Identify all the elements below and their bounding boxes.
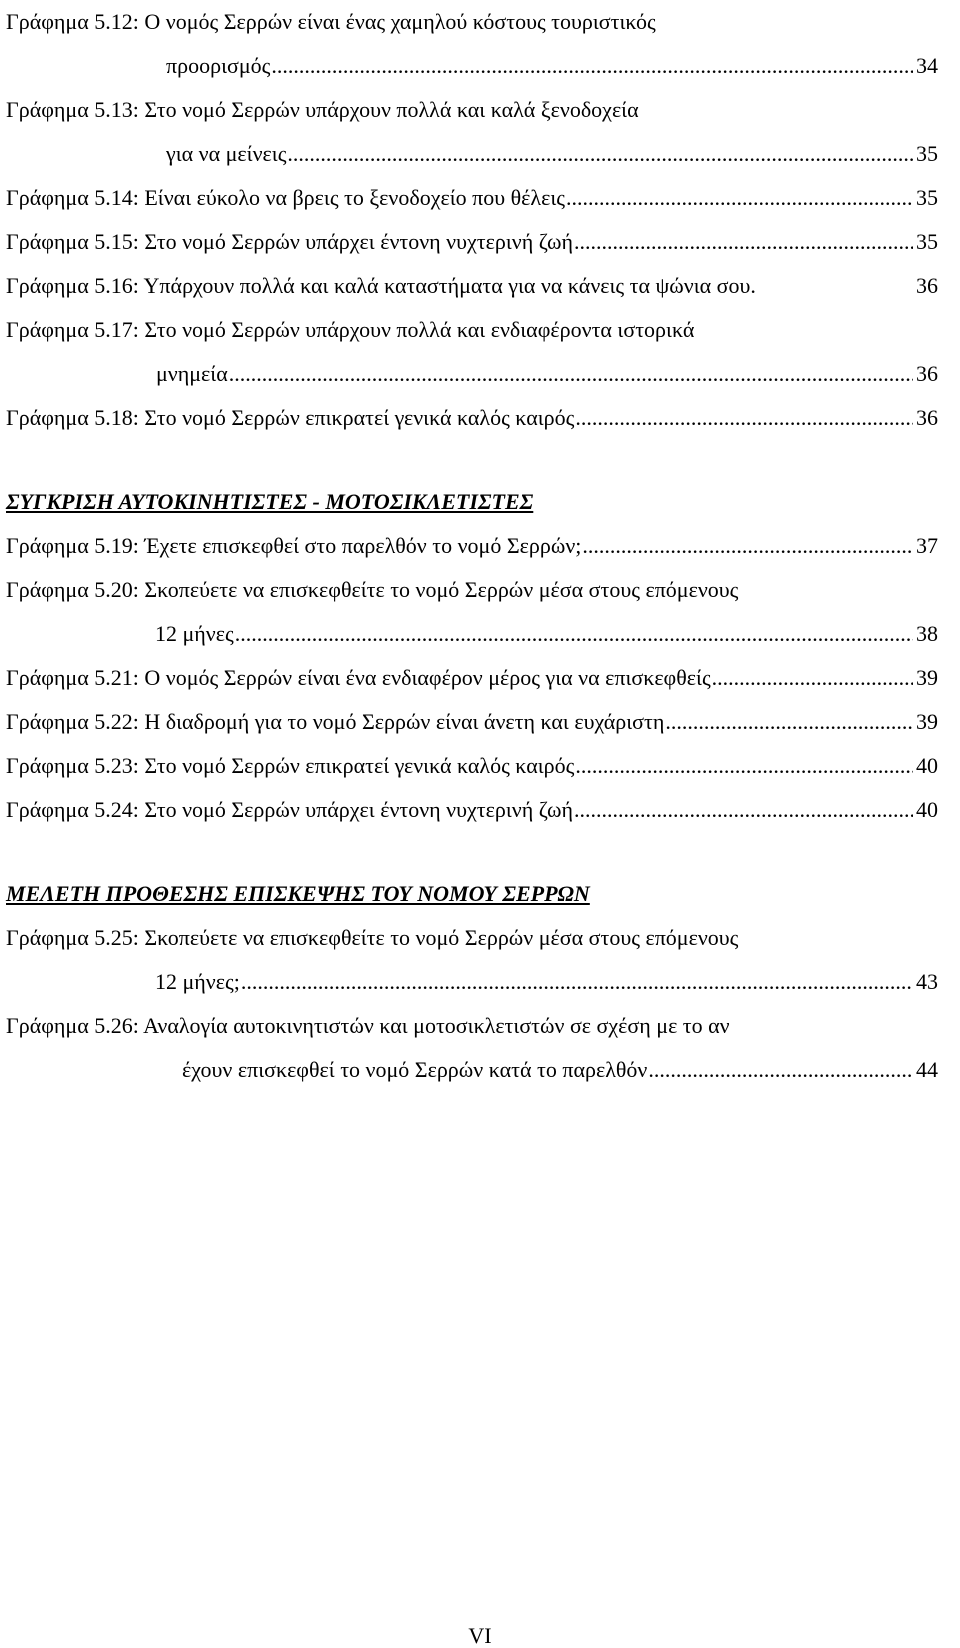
toc-entry-line bbox=[6, 264, 938, 308]
section-gap bbox=[6, 440, 938, 480]
toc-page-number: 35 bbox=[916, 185, 938, 210]
toc-entry-text: Γράφημα 5.25: Σκοπεύετε να επισκεφθείτε το νομό Σερρών μέσα στους επόμενους bbox=[6, 925, 739, 950]
table-of-figures bbox=[6, 0, 938, 1092]
toc-entry-text: Γράφημα 5.22: Η διαδρομή για το νομό Σερρών είναι άνετη και ευχάριστη bbox=[6, 709, 665, 734]
toc-page-number: 36 bbox=[916, 361, 938, 386]
toc-entry-text: Γράφημα 5.19: Έχετε επισκεφθεί στο παρελθόν το νομό Σερρών; bbox=[6, 533, 582, 558]
dot-leader bbox=[574, 788, 913, 832]
toc-entry-line bbox=[6, 568, 938, 612]
toc-page-number: 40 bbox=[916, 797, 938, 822]
toc-page-number: 36 bbox=[916, 405, 938, 430]
toc-entry-line bbox=[6, 1004, 938, 1048]
toc-entry-line bbox=[6, 0, 938, 44]
toc-page-number: 43 bbox=[916, 969, 938, 994]
toc-entry-line bbox=[6, 308, 938, 352]
dot-leader bbox=[712, 656, 913, 700]
dot-leader bbox=[665, 700, 913, 744]
toc-page-number: 44 bbox=[916, 1057, 938, 1082]
toc-entry-line bbox=[6, 88, 938, 132]
toc-entry[interactable] bbox=[6, 788, 938, 832]
toc-entry-text: Γράφημα 5.13: Στο νομό Σερρών υπάρχουν πολλά και καλά ξενοδοχεία bbox=[6, 97, 639, 122]
toc-entry-text: Γράφημα 5.14: Είναι εύκολο να βρεις το ξενοδοχείο που θέλεις bbox=[6, 185, 565, 210]
toc-entry-text: Γράφημα 5.23: Στο νομό Σερρών επικρατεί γενικά καλός καιρός bbox=[6, 753, 575, 778]
toc-page-number: 40 bbox=[916, 753, 938, 778]
dot-leader bbox=[566, 176, 913, 220]
toc-entry-text: Γράφημα 5.16: Υπάρχουν πολλά και καλά καταστήματα για να κάνεις τα ψώνια σου. bbox=[6, 273, 756, 298]
toc-entry-text: 12 μήνες bbox=[155, 621, 234, 646]
toc-page-number: 37 bbox=[916, 533, 938, 558]
toc-entry[interactable] bbox=[6, 744, 938, 788]
toc-entry[interactable] bbox=[6, 568, 938, 656]
toc-entry-text: Γράφημα 5.26: Αναλογία αυτοκινητιστών και μοτοσικλετιστών σε σχέση με το αν bbox=[6, 1013, 730, 1038]
toc-entry-text: Γράφημα 5.24: Στο νομό Σερρών υπάρχει έντονη νυχτερινή ζωή bbox=[6, 797, 574, 822]
page-number: VI bbox=[468, 1623, 492, 1648]
toc-page-number: 38 bbox=[916, 621, 938, 646]
toc-entry-line bbox=[6, 132, 938, 176]
figure-list-group-1 bbox=[6, 0, 938, 440]
toc-entry-text: 12 μήνες; bbox=[155, 969, 240, 994]
dot-leader bbox=[574, 220, 913, 264]
toc-entry-line bbox=[6, 1048, 938, 1092]
toc-entry-line bbox=[6, 396, 938, 440]
section-gap bbox=[6, 832, 938, 872]
toc-entry[interactable] bbox=[6, 220, 938, 264]
toc-entry-text: Γράφημα 5.12: Ο νομός Σερρών είναι ένας χαμηλού κόστους τουριστικός bbox=[6, 9, 656, 34]
section-heading-visit-intention: ΜΕΛΕΤΗ ΠΡΟΘΕΣΗΣ ΕΠΙΣΚΕΨΗΣ ΤΟΥ ΝΟΜΟΥ ΣΕΡΡΩΝ bbox=[6, 881, 590, 906]
toc-entry-text: Γράφημα 5.20: Σκοπεύετε να επισκεφθείτε το νομό Σερρών μέσα στους επόμενους bbox=[6, 577, 739, 602]
toc-page-number: 34 bbox=[916, 53, 938, 78]
toc-entry[interactable] bbox=[6, 0, 938, 88]
figure-list-group-3 bbox=[6, 916, 938, 1092]
toc-entry-text: μνημεία bbox=[156, 361, 228, 386]
dot-leader bbox=[241, 960, 913, 1004]
dot-leader bbox=[575, 396, 913, 440]
toc-entry-line bbox=[6, 960, 938, 1004]
toc-entry[interactable] bbox=[6, 264, 938, 308]
toc-entry-line bbox=[6, 612, 938, 656]
toc-entry[interactable] bbox=[6, 1004, 938, 1092]
toc-entry-text: για να μείνεις bbox=[166, 141, 287, 166]
dot-leader bbox=[648, 1048, 913, 1092]
toc-entry-line bbox=[6, 656, 938, 700]
toc-page-number: 39 bbox=[916, 709, 938, 734]
toc-page-number: 35 bbox=[916, 141, 938, 166]
toc-entry-text: έχουν επισκεφθεί το νομό Σερρών κατά το παρελθόν bbox=[182, 1057, 648, 1082]
toc-entry[interactable] bbox=[6, 176, 938, 220]
toc-entry-text: Γράφημα 5.15: Στο νομό Σερρών υπάρχει έντονη νυχτερινή ζωή bbox=[6, 229, 574, 254]
toc-entry-line bbox=[6, 744, 938, 788]
toc-entry-line bbox=[6, 44, 938, 88]
toc-entry-line bbox=[6, 700, 938, 744]
toc-entry-text: προορισμός bbox=[166, 53, 271, 78]
figure-list-group-2 bbox=[6, 524, 938, 832]
toc-entry[interactable] bbox=[6, 88, 938, 176]
toc-entry-line bbox=[6, 788, 938, 832]
toc-entry-line bbox=[6, 220, 938, 264]
dot-leader bbox=[287, 132, 913, 176]
toc-entry-line bbox=[6, 916, 938, 960]
toc-page-number: 36 bbox=[916, 273, 938, 298]
toc-entry-text: Γράφημα 5.17: Στο νομό Σερρών υπάρχουν πολλά και ενδιαφέροντα ιστορικά bbox=[6, 317, 695, 342]
toc-entry-line bbox=[6, 524, 938, 568]
toc-entry-line bbox=[6, 352, 938, 396]
toc-entry[interactable] bbox=[6, 396, 938, 440]
toc-entry-text: Γράφημα 5.18: Στο νομό Σερρών επικρατεί γενικά καλός καιρός bbox=[6, 405, 575, 430]
dot-leader bbox=[582, 524, 913, 568]
toc-page-number: 39 bbox=[916, 665, 938, 690]
dot-leader bbox=[235, 612, 913, 656]
toc-entry[interactable] bbox=[6, 656, 938, 700]
toc-entry-text: Γράφημα 5.21: Ο νομός Σερρών είναι ένα ενδιαφέρον μέρος για να επισκεφθείς bbox=[6, 665, 711, 690]
dot-leader bbox=[271, 44, 913, 88]
toc-entry[interactable] bbox=[6, 308, 938, 396]
toc-entry-line bbox=[6, 176, 938, 220]
dot-leader bbox=[229, 352, 913, 396]
toc-page-number: 35 bbox=[916, 229, 938, 254]
toc-entry[interactable] bbox=[6, 524, 938, 568]
toc-entry[interactable] bbox=[6, 700, 938, 744]
toc-entry[interactable] bbox=[6, 916, 938, 1004]
section-heading-comparison: ΣΥΓΚΡΙΣΗ ΑΥΤΟΚΙΝΗΤΙΣΤΕΣ - ΜΟΤΟΣΙΚΛΕΤΙΣΤΕΣ bbox=[6, 489, 534, 514]
dot-leader bbox=[575, 744, 913, 788]
